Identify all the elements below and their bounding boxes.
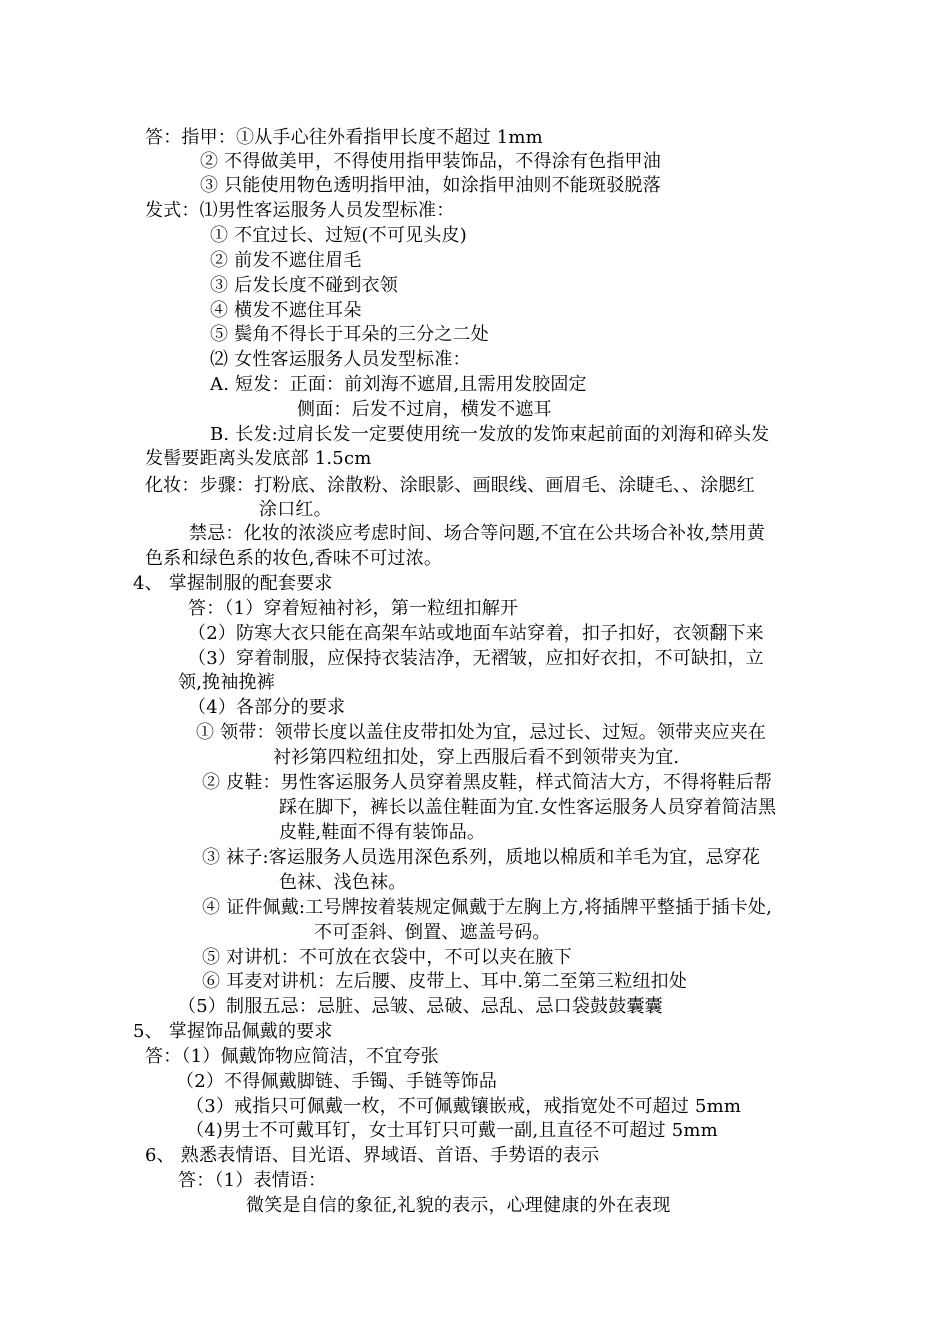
text-line: 侧面：后发不过肩，横发不遮耳	[297, 399, 552, 420]
text-line: 微笑是自信的象征,礼貌的表示，心理健康的外在表现	[246, 1195, 671, 1216]
text-line: ① 不宜过长、过短(不可见头皮)	[210, 225, 467, 246]
text-line: 踩在脚下，裤长以盖住鞋面为宜.女性客运服务人员穿着简洁黑	[279, 797, 777, 818]
text-line: ② 前发不遮住眉毛	[210, 250, 362, 271]
text-line: ⑥ 耳麦对讲机：左后腰、皮带上、耳中.第二至第三粒纽扣处	[202, 971, 688, 992]
text-line: ② 不得做美甲，不得使用指甲装饰品，不得涂有色指甲油	[200, 151, 661, 172]
text-line: （3）戒指只可佩戴一枚，不可佩戴镶嵌戒，戒指宽处不可超过 5mm	[186, 1096, 742, 1117]
text-line: 皮鞋,鞋面不得有装饰品。	[279, 822, 486, 843]
text-line: ③ 只能使用物色透明指甲油，如涂指甲油则不能斑驳脱落	[200, 175, 661, 196]
text-line: 禁忌：化妆的浓淡应考虑时间、场合等问题,不宜在公共场合补妆,禁用黄	[189, 523, 766, 544]
text-line: 答：指甲：①从手心往外看指甲长度不超过 1mm	[145, 127, 543, 148]
text-line: 答：（1）穿着短袖衬衫，第一粒纽扣解开	[188, 598, 519, 619]
text-line: 发式：⑴男性客运服务人员发型标准：	[145, 200, 455, 221]
text-line: ⑵ 女性客运服务人员发型标准：	[210, 349, 471, 370]
text-line: 不可歪斜、倒置、遮盖号码。	[314, 922, 551, 943]
text-line: （5）制服五忌：忌脏、忌皱、忌破、忌乱、忌口袋鼓鼓囊囊	[178, 996, 663, 1017]
text-line: 发髻要距离头发底部 1.5cm	[145, 448, 372, 469]
text-line: 色系和绿色系的妆色,香味不可过浓。	[145, 548, 443, 569]
text-line: ① 领带：领带长度以盖住皮带扣处为宜，忌过长、过短。领带夹应夹在	[196, 722, 767, 743]
section-heading: 4、 掌握制服的配套要求	[133, 573, 333, 594]
text-line: （4）各部分的要求	[188, 697, 346, 718]
text-line: 领,挽袖挽裤	[178, 672, 275, 693]
text-line: ② 皮鞋：男性客运服务人员穿着黑皮鞋，样式简洁大方，不得将鞋后帮	[202, 772, 773, 793]
text-line: 色袜、浅色袜。	[279, 872, 407, 893]
text-line: ③ 后发长度不碰到衣领	[210, 275, 398, 296]
text-line: ④ 横发不遮住耳朵	[210, 300, 362, 321]
text-line: （3）穿着制服，应保持衣装洁净，无褶皱，应扣好衣扣，不可缺扣，立	[188, 648, 764, 669]
text-line: （2）不得佩戴脚链、手镯、手链等饰品	[176, 1071, 498, 1092]
text-line: 化妆：步骤：打粉底、涂散粉、涂眼影、画眼线、画眉毛、涂睫毛、、涂腮红	[145, 475, 755, 496]
text-line: ⑤ 对讲机：不可放在衣袋中，不可以夹在腋下	[202, 947, 572, 968]
text-line: A. 短发：正面：前刘海不遮眉,且需用发胶固定	[210, 374, 587, 395]
section-heading: 5、 掌握饰品佩戴的要求	[133, 1021, 333, 1042]
text-line: （2）防寒大衣只能在高架车站或地面车站穿着，扣子扣好，衣领翻下来	[188, 623, 764, 644]
text-line: ③ 袜子:客运服务人员选用深色系列，质地以棉质和羊毛为宜，忌穿花	[202, 847, 761, 868]
text-line: 涂口红。	[259, 499, 332, 520]
text-line: 衬衫第四粒纽扣处，穿上西服后看不到领带夹为宜.	[273, 747, 680, 768]
text-line: （4)男士不可戴耳钉，女士耳钉只可戴一副,且直径不可超过 5mm	[186, 1120, 718, 1141]
text-line: B. 长发:过肩长发一定要使用统一发放的发饰束起前面的刘海和碎头发	[210, 424, 770, 445]
text-line: ⑤ 鬓角不得长于耳朵的三分之二处	[210, 324, 489, 345]
section-heading: 6、 熟悉表情语、目光语、界域语、首语、手势语的表示	[145, 1145, 600, 1166]
text-line: ④ 证件佩戴:工号牌按着装规定佩戴于左胸上方,将插牌平整插于插卡处,	[202, 897, 773, 918]
text-line: 答：（1）佩戴饰物应简洁，不宜夸张	[145, 1046, 439, 1067]
text-line: 答：（1）表情语：	[178, 1170, 327, 1191]
